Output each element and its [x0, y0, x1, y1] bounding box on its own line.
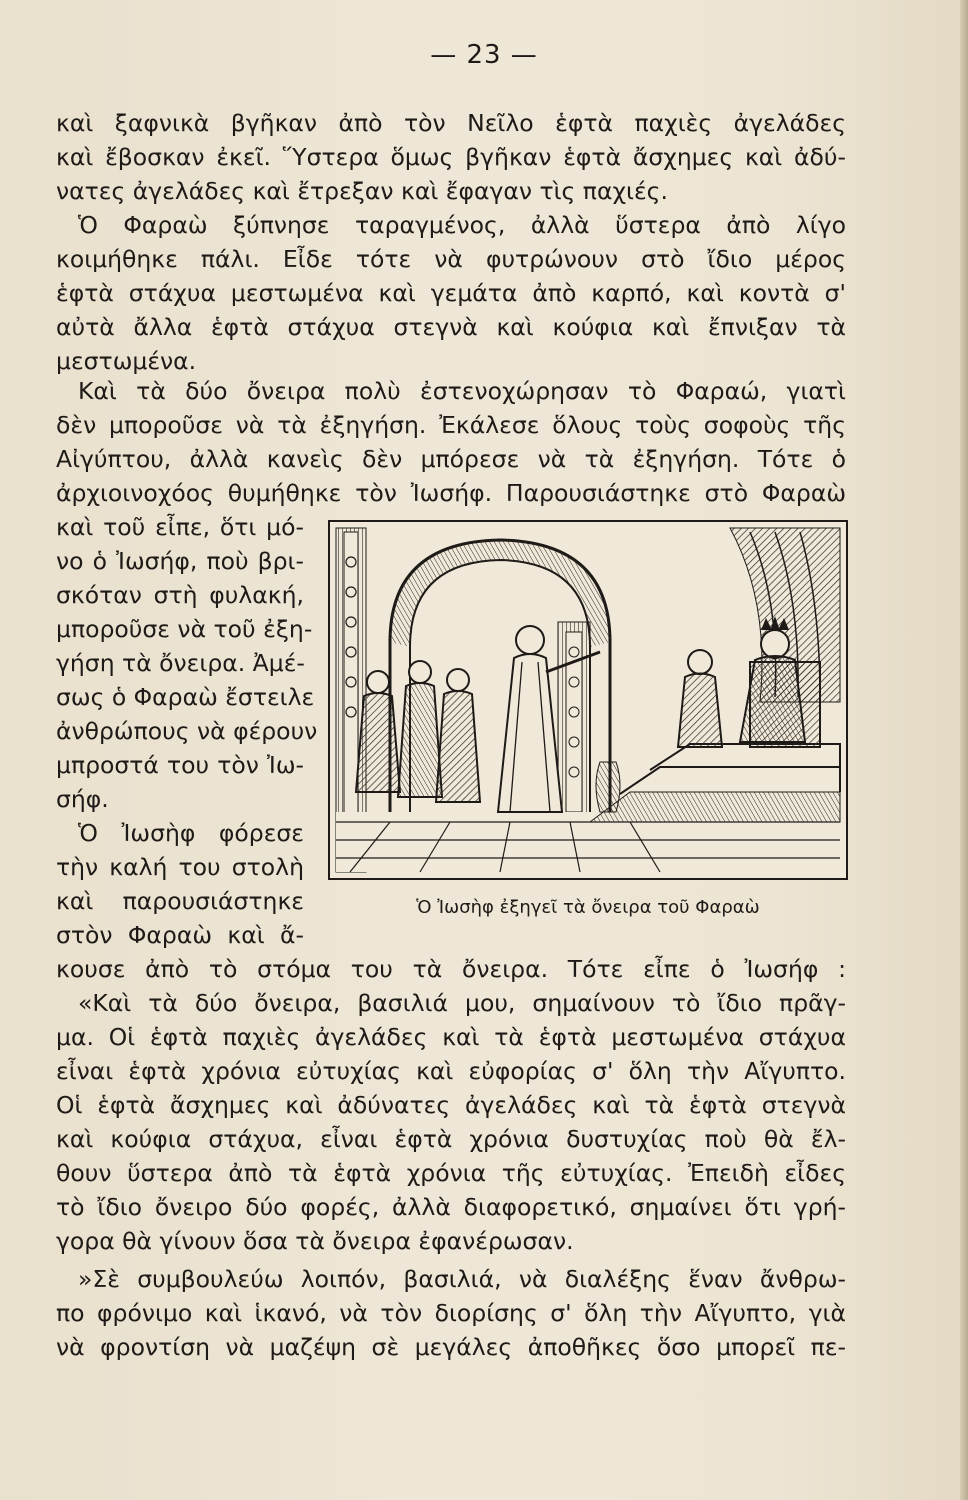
text-line: νατες ἀγελάδες καὶ ἔτρεξαν καὶ ἔφαγαν τὶς παχιές. [56, 177, 668, 205]
text-line: στὸν Φαραὼ καὶ ἄ- [56, 921, 304, 949]
page-edge [960, 0, 968, 1500]
text-line: «Καὶ τὰ δύο ὄνειρα, βασιλιά μου, σημαίνουν τὸ ἴδιο πρᾶγ- [78, 989, 846, 1017]
text-line: Καὶ τὰ δύο ὄνειρα πολὺ ἐστενοχώρησαν τὸ Φαραώ, γιατὶ [78, 377, 846, 405]
text-line: καὶ ξαφνικὰ βγῆκαν ἀπὸ τὸν Νεῖλο ἑφτὰ παχιὲς ἀγελάδες [56, 109, 846, 137]
joseph-pharaoh-engraving [330, 522, 846, 878]
text-line: κουσε ἀπὸ τὸ στόμα του τὰ ὄνειρα. Τότε εἶπε ὁ Ἰωσήφ : [56, 955, 846, 983]
text-line: πο φρόνιμο καὶ ἱκανό, νὰ τὸν διορίσης σ' ὅλη τὴν Αἴγυπτο, γιὰ [56, 1299, 846, 1327]
illustration-caption: Ὁ Ἰωσὴφ ἐξηγεῖ τὰ ὄνειρα τοῦ Φαραὼ [416, 897, 760, 918]
text-line: αὐτὰ ἄλλα ἑφτὰ στάχυα στεγνὰ καὶ κούφια καὶ ἔπνιξαν τὰ [56, 313, 846, 341]
text-line: Αἰγύπτου, ἀλλὰ κανεὶς δὲν μπόρεσε νὰ τὰ ἐξηγήση. Τότε ὁ [56, 445, 846, 473]
text-line: ἀνθρώπους νὰ φέρουν [56, 717, 318, 745]
text-line: μεστωμένα. [56, 347, 197, 375]
text-line: θουν ὕστερα ἀπὸ τὰ ἑφτὰ χρόνια τῆς εὐτυχίας. Ἐπειδὴ εἶδες [56, 1159, 846, 1187]
text-line: Οἱ ἑφτὰ ἄσχημες καὶ ἀδύνατες ἀγελάδες καὶ τὰ ἑφτὰ στεγνὰ [56, 1091, 846, 1119]
text-line: νὰ φροντίση νὰ μαζέψη σὲ μεγάλες ἀποθῆκες ὅσο μπορεῖ πε- [56, 1333, 846, 1361]
text-line: ἑφτὰ στάχυα μεστωμένα καὶ γεμάτα ἀπὸ καρπό, καὶ κοντὰ σ' [56, 279, 846, 307]
text-line: κοιμήθηκε πάλι. Εἶδε τότε νὰ φυτρώνουν στὸ ἴδιο μέρος [56, 245, 846, 273]
text-line: Ὁ Ἰωσὴφ φόρεσε [78, 819, 304, 847]
text-line: σως ὁ Φαραὼ ἔστειλε [56, 683, 315, 711]
text-line: μποροῦσε νὰ τοῦ ἐξη- [56, 615, 313, 643]
text-line: καὶ τοῦ εἶπε, ὅτι μό- [56, 513, 304, 541]
text-line: δὲν μποροῦσε νὰ τὰ ἐξηγήση. Ἐκάλεσε ὅλους τοὺς σοφοὺς τῆς [56, 411, 846, 439]
text-line: »Σὲ συμβουλεύω λοιπόν, βασιλιά, νὰ διαλέξης ἕναν ἄνθρω- [78, 1265, 846, 1293]
text-line: μπροστά του τὸν Ἰω- [56, 751, 304, 779]
text-line: Ὁ Φαραὼ ξύπνησε ταραγμένος, ἀλλὰ ὕστερα ἀπὸ λίγο [78, 211, 846, 239]
text-line: καὶ ἔβοσκαν ἐκεῖ. Ὕστερα ὅμως βγῆκαν ἑφτὰ ἄσχημες καὶ ἀδύ- [56, 143, 846, 171]
text-line: καὶ παρουσιάστηκε [56, 887, 304, 915]
text-line: σήφ. [56, 785, 109, 813]
woodcut-illustration [328, 520, 848, 880]
text-line: σκόταν στὴ φυλακή, [56, 581, 304, 609]
page-number: — 23 — [430, 40, 538, 70]
text-line: τὸ ἴδιο ὄνειρο δύο φορές, ἀλλὰ διαφορετικό, σημαίνει ὅτι γρή- [56, 1193, 846, 1221]
text-line: εἶναι ἑφτὰ χρόνια εὐτυχίας καὶ εὐφορίας σ' ὅλη τὴν Αἴγυπτο. [56, 1057, 846, 1085]
text-line: νο ὁ Ἰωσήφ, ποὺ βρι- [56, 547, 304, 575]
text-line: τὴν καλή του στολὴ [56, 853, 304, 881]
text-line: γήση τὰ ὄνειρα. Ἀμέ- [56, 649, 305, 677]
text-line: ἀρχιοινοχόος θυμήθηκε τὸν Ἰωσήφ. Παρουσιάστηκε στὸ Φαραὼ [56, 479, 846, 507]
text-line: μα. Οἱ ἑφτὰ παχιὲς ἀγελάδες καὶ τὰ ἑφτὰ μεστωμένα στάχυα [56, 1023, 846, 1051]
text-line: καὶ κούφια στάχυα, εἶναι ἑφτὰ χρόνια δυστυχίας ποὺ θὰ ἔλ- [56, 1125, 846, 1153]
text-line: γορα θὰ γίνουν ὅσα τὰ ὄνειρα ἐφανέρωσαν. [56, 1227, 574, 1255]
